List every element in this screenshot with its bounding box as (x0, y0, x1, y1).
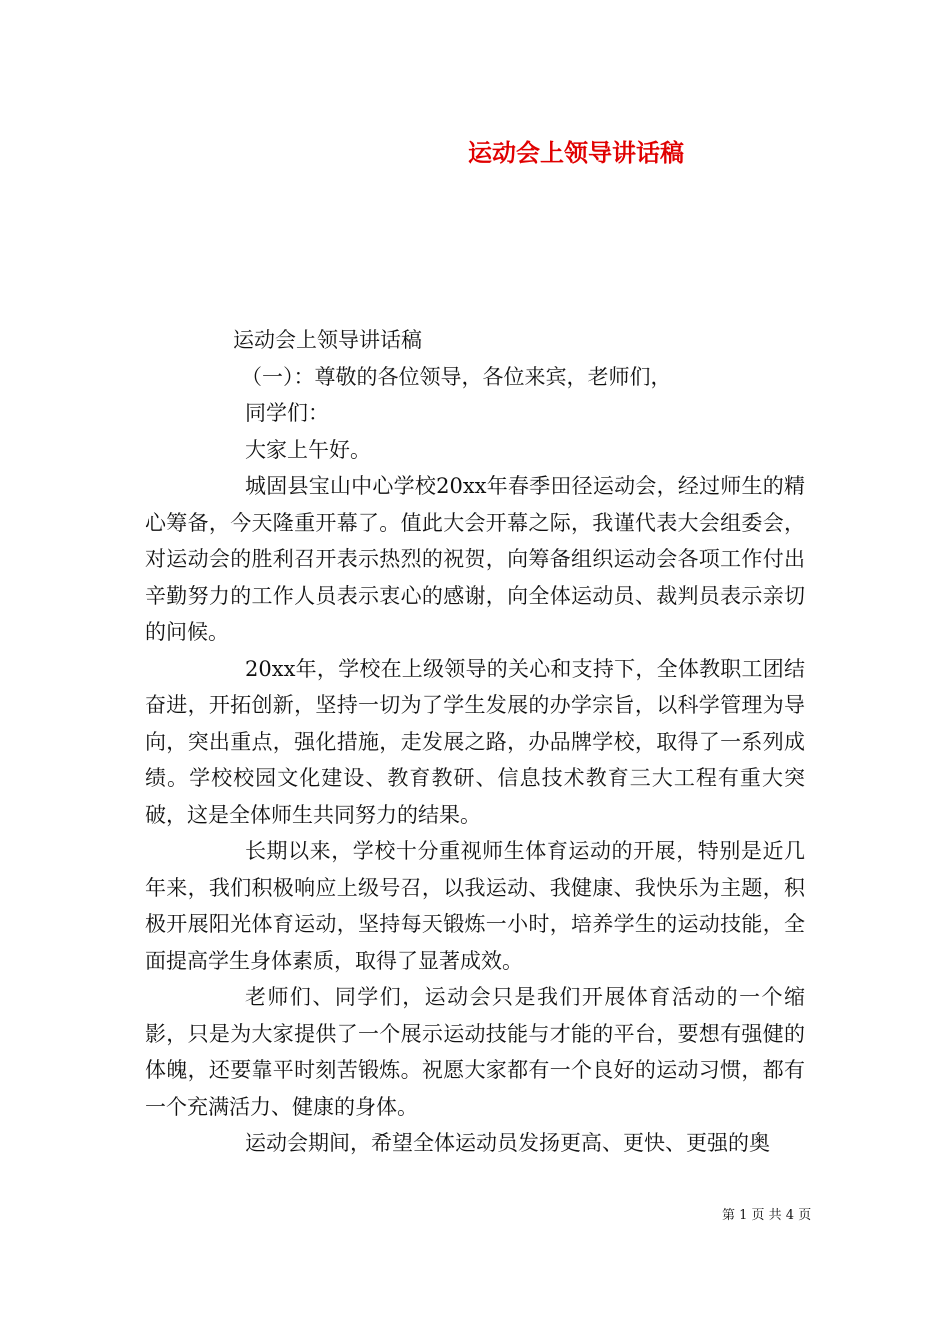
page-title: 运动会上领导讲话稿 (468, 138, 684, 167)
paragraph: 城固县宝山中心学校20xx年春季田径运动会，经过师生的精心筹备，今天隆重开幕了。值此大会开幕之际，我谨代表大会组委会，对运动会的胜利召开表示热烈的祝贺，向筹备组织运动会各项工作付出辛勤努力的工作人员表示衷心的感谢，向全体运动员、裁判员表示亲切的问候。 (145, 474, 805, 644)
page-number: 第 1 页 共 4 页 (722, 1208, 812, 1223)
subtitle: 运动会上领导讲话稿 (233, 328, 422, 352)
paragraph: 运动会期间，希望全体运动员发扬更高、更快、更强的奥 (245, 1131, 770, 1155)
document-body (145, 322, 805, 1162)
salutation-line-1: （一）：尊敬的各位领导，各位来宾，老师们， (241, 364, 672, 389)
paragraph: 长期以来，学校十分重视师生体育运动的开展，特别是近几年来，我们积极响应上级号召，以我运动、我健康、我快乐为主题，积极开展阳光体育运动，坚持每天锻炼一小时，培养学生的运动技能，全面提高学生身体素质，取得了显著成效。 (145, 839, 805, 973)
paragraph: 老师们、同学们，运动会只是我们开展体育活动的一个缩影，只是为大家提供了一个展示运动技能与才能的平台，要想有强健的体魄，还要靠平时刻苦锻炼。祝愿大家都有一个良好的运动习惯，都有一个充满活力、健康的身体。 (145, 985, 805, 1119)
greeting: 大家上午好。 (245, 437, 371, 462)
paragraph: 20xx年，学校在上级领导的关心和支持下，全体教职工团结奋进，开拓创新，坚持一切为了学生发展的办学宗旨，以科学管理为导向，突出重点，强化措施，走发展之路，办品牌学校，取得了一系列成绩。学校校园文化建设、教育教研、信息技术教育三大工程有重大突破，这是全体师生共同努力的结果。 (145, 656, 805, 827)
salutation-line-2: 同学们： (245, 401, 329, 425)
